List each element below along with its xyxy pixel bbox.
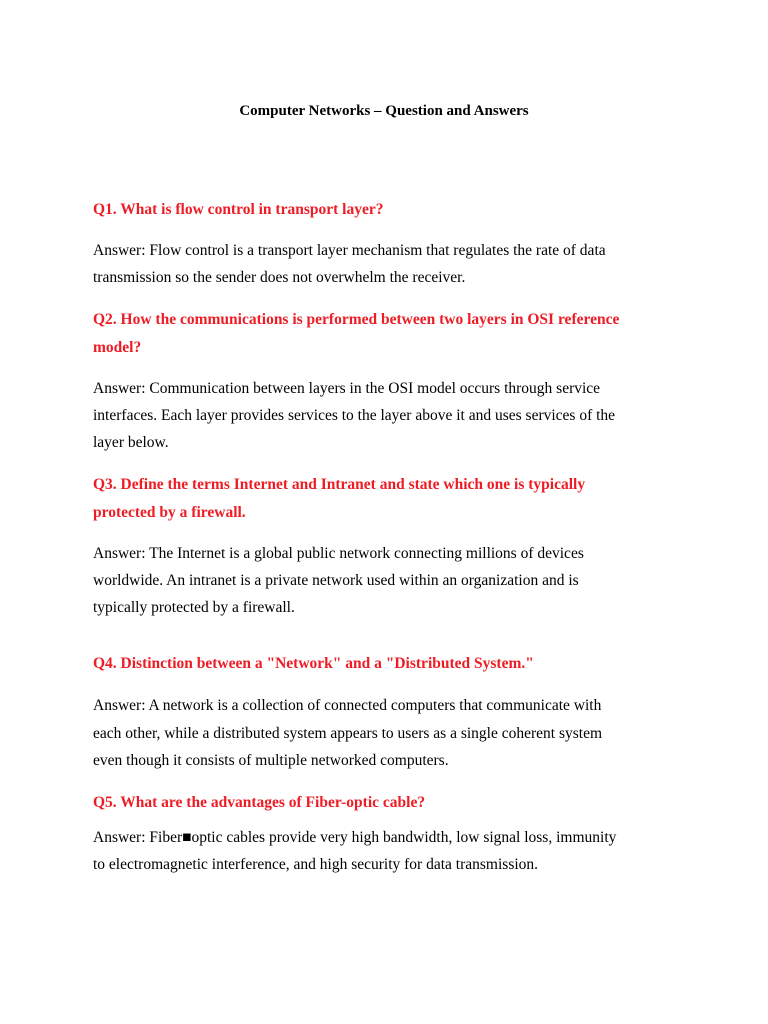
answer-5-line-1: Answer: Fiber■optic cables provide very high bandwidth, low signal loss, immunity [93,829,617,846]
answer-2-line-2: interfaces. Each layer provides services to the layer above it and uses services of the [93,407,616,424]
answer-5-line-2: to electromagnetic interference, and high security for data transmission. [93,856,539,873]
answer-2-line-3: layer below. [93,434,169,451]
answer-4-line-1: Answer: A network is a collection of connected computers that communicate with [93,697,602,714]
question-2-line-1: Q2. How the communications is performed between two layers in OSI reference [93,311,620,328]
question-3-line-2: protected by a firewall. [93,504,246,521]
answer-2-line-1: Answer: Communication between layers in the OSI model occurs through service [93,380,601,397]
question-4: Q4. Distinction between a "Network" and a "Distributed System." [93,655,534,672]
answer-1-line-2: transmission so the sender does not overwhelm the receiver. [93,269,466,286]
question-1: Q1. What is flow control in transport layer? [93,201,384,218]
question-2-line-2: model? [93,339,142,356]
answer-4-line-2: each other, while a distributed system appears to users as a single coherent system [93,725,603,742]
question-3-line-1: Q3. Define the terms Internet and Intranet and state which one is typically [93,476,586,493]
answer-3-line-2: worldwide. An intranet is a private network used within an organization and is [93,572,579,589]
question-5: Q5. What are the advantages of Fiber-optic cable? [93,794,426,811]
document-title: Computer Networks – Question and Answers [239,103,529,119]
answer-4-line-3: even though it consists of multiple networked computers. [93,752,449,769]
answer-3-line-1: Answer: The Internet is a global public network connecting millions of devices [93,545,584,562]
answer-3-line-3: typically protected by a firewall. [93,599,295,616]
answer-1-line-1: Answer: Flow control is a transport layer mechanism that regulates the rate of data [93,242,606,259]
